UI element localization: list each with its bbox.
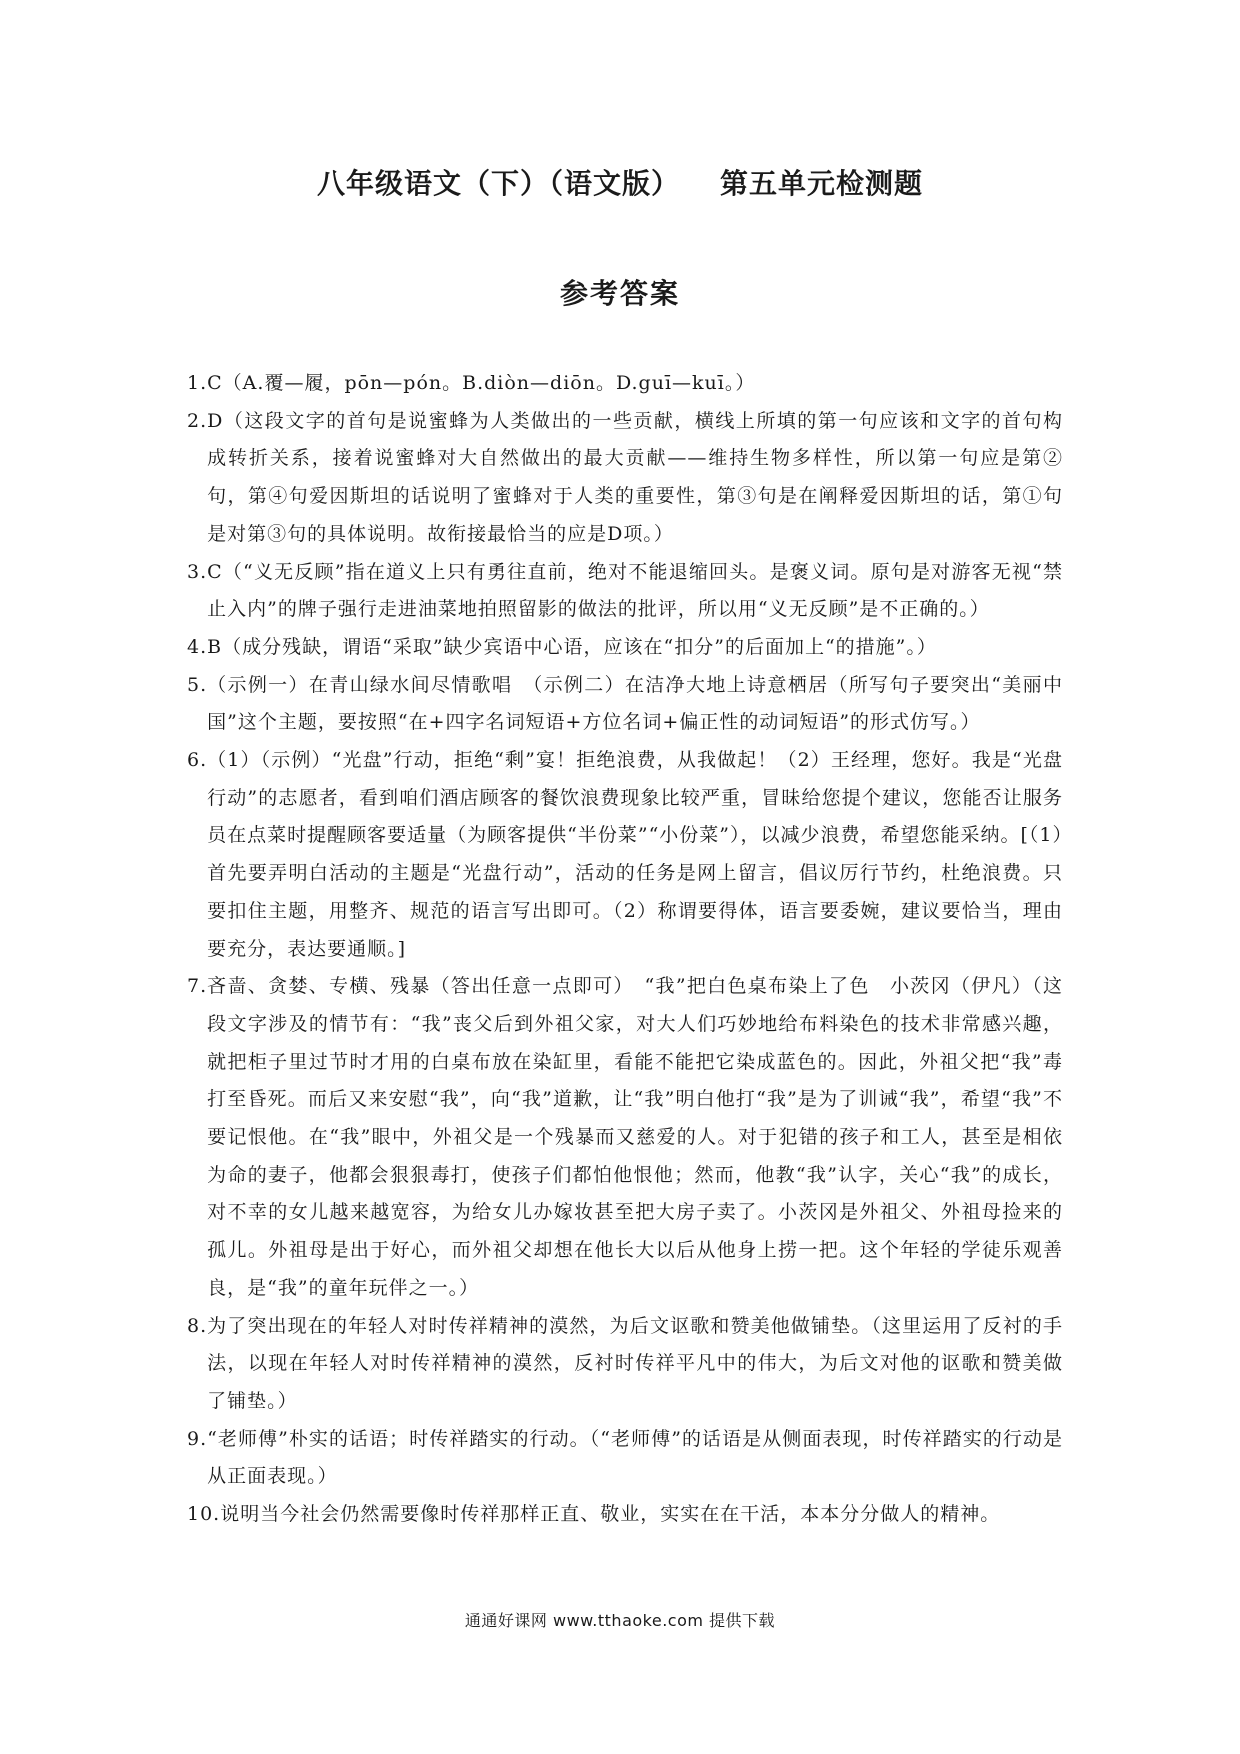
answer-text: D（这段文字的首句是说蜜蜂为人类做出的一些贡献，横线上所填的第一句应该和文字的首句构成转折关系，接着说蜜蜂对大自然做出的最大贡献——维持生物多样性，所以第一句应是第②句，第④句爱因斯坦的话说明了蜜蜂对于人类的重要性，第③句是在阐释爱因斯坦的话，第①句是对第③句的具体说明。故衔接最恰当的应是D项。） [207, 409, 1063, 545]
page-footer: 通通好课网 www.tthaoke.com 提供下载 [464, 1611, 776, 1630]
answer-item-4 [187, 629, 1063, 667]
answer-number: 5. [187, 673, 208, 696]
page-title [0, 162, 1240, 202]
answer-text: C（“义无反顾”指在道义上只有勇往直前，绝对不能退缩回头。是褒义词。原句是对游客无视“禁止入内”的牌子强行走进油菜地拍照留影的做法的批评，所以用“义无反顾”是不正确的。） [207, 560, 1063, 621]
answer-number: 2. [187, 409, 208, 432]
answer-item-8 [187, 1308, 1063, 1421]
title-part1: 八年级语文（下）（语文版） [316, 167, 680, 200]
answer-number: 9. [187, 1427, 208, 1450]
answer-item-10 [187, 1496, 1063, 1534]
title-part2: 第五单元检测题 [720, 167, 924, 200]
answer-text: 为了突出现在的年轻人对时传祥精神的漠然，为后文讴歌和赞美他做铺垫。（这里运用了反衬的手法，以现在年轻人对时传祥精神的漠然，反衬时传祥平凡中的伟大，为后文对他的讴歌和赞美做了铺垫。） [207, 1314, 1063, 1412]
answer-text: B（成分残缺，谓语“采取”缺少宾语中心语，应该在“扣分”的后面加上“的措施”。） [207, 635, 937, 658]
answer-item-6 [187, 742, 1063, 968]
answer-item-5 [187, 667, 1063, 742]
answer-item-9 [187, 1421, 1063, 1496]
answer-item-2 [187, 403, 1063, 554]
answer-text: 吝啬、贪婪、专横、残暴（答出任意一点即可） “我”把白色桌布染上了色 小茨冈（伊凡）（这段文字涉及的情节有：“我”丧父后到外祖父家，对大人们巧妙地给布料染色的技术非常感兴趣，就把柜子里过节时才用的白桌布放在染缸里，看能不能把它染成蓝色的。因此，外祖父把“我”毒打至昏死。而后又来安慰“我”，向“我”道歉，让“我”明白他打“我”是为了训诫“我”，希望“我”不要记恨他。在“我”眼中，外祖父是一个残暴而又慈爱的人。对于犯错的孩子和工人，甚至是相依为命的妻子，他都会狠狠毒打，使孩子们都怕他恨他；然而，他教“我”认字，关心“我”的成长，对不幸的女儿越来越宽容，为给女儿办嫁妆甚至把大房子卖了。小茨冈是外祖父、外祖母捡来的孤儿。外祖母是出于好心，而外祖父却想在他长大以后从他身上捞一把。这个年轻的学徒乐观善良，是“我”的童年玩伴之一。） [207, 975, 1063, 1299]
answer-number: 1. [187, 372, 208, 394]
answer-number: 3. [187, 560, 208, 583]
answer-item-1 [187, 365, 1063, 403]
answer-text: “老师傅”朴实的话语；时传祥踏实的行动。（“老师傅”的话语是从侧面表现，时传祥踏实的行动是从正面表现。） [207, 1427, 1063, 1488]
answer-number: 6. [187, 749, 208, 772]
answer-list [187, 365, 1063, 1534]
page-subtitle: 参考答案 [559, 277, 680, 310]
answer-number: 7. [187, 975, 208, 998]
answer-number: 8. [187, 1314, 208, 1337]
answer-number: 4. [187, 635, 208, 658]
answer-item-7 [187, 968, 1063, 1307]
answer-item-3 [187, 554, 1063, 629]
answer-text: 说明当今社会仍然需要像时传祥那样正直、敬业，实实在在干活，本本分分做人的精神。 [220, 1503, 1001, 1526]
answer-number: 10. [187, 1503, 221, 1526]
answer-text: （1）（示例）“光盘”行动，拒绝“剩”宴！拒绝浪费，从我做起！（2）王经理，您好。我是“光盘行动”的志愿者，看到咱们酒店顾客的餐饮浪费现象比较严重，冒昧给您提个建议，您能否让服务员在点菜时提醒顾客要适量（为顾客提供“半份菜”“小份菜”），以减少浪费，希望您能采纳。[（1）首先要弄明白活动的主题是“光盘行动”，活动的任务是网上留言，倡议厉行节约，杜绝浪费。只要扣住主题，用整齐、规范的语言写出即可。（2）称谓要得体，语言要委婉，建议要恰当，理由要充分，表达要通顺。] [207, 749, 1063, 960]
answer-text: （示例一）在青山绿水间尽情歌唱 （示例二）在洁净大地上诗意栖居（所写句子要突出“美丽中国”这个主题，要按照“在+四字名词短语+方位名词+偏正性的动词短语”的形式仿写。） [207, 673, 1063, 734]
answer-text: C（A.覆—履，pōn—pón。B.diòn—diōn。D.guī—kuī。） [207, 372, 756, 394]
